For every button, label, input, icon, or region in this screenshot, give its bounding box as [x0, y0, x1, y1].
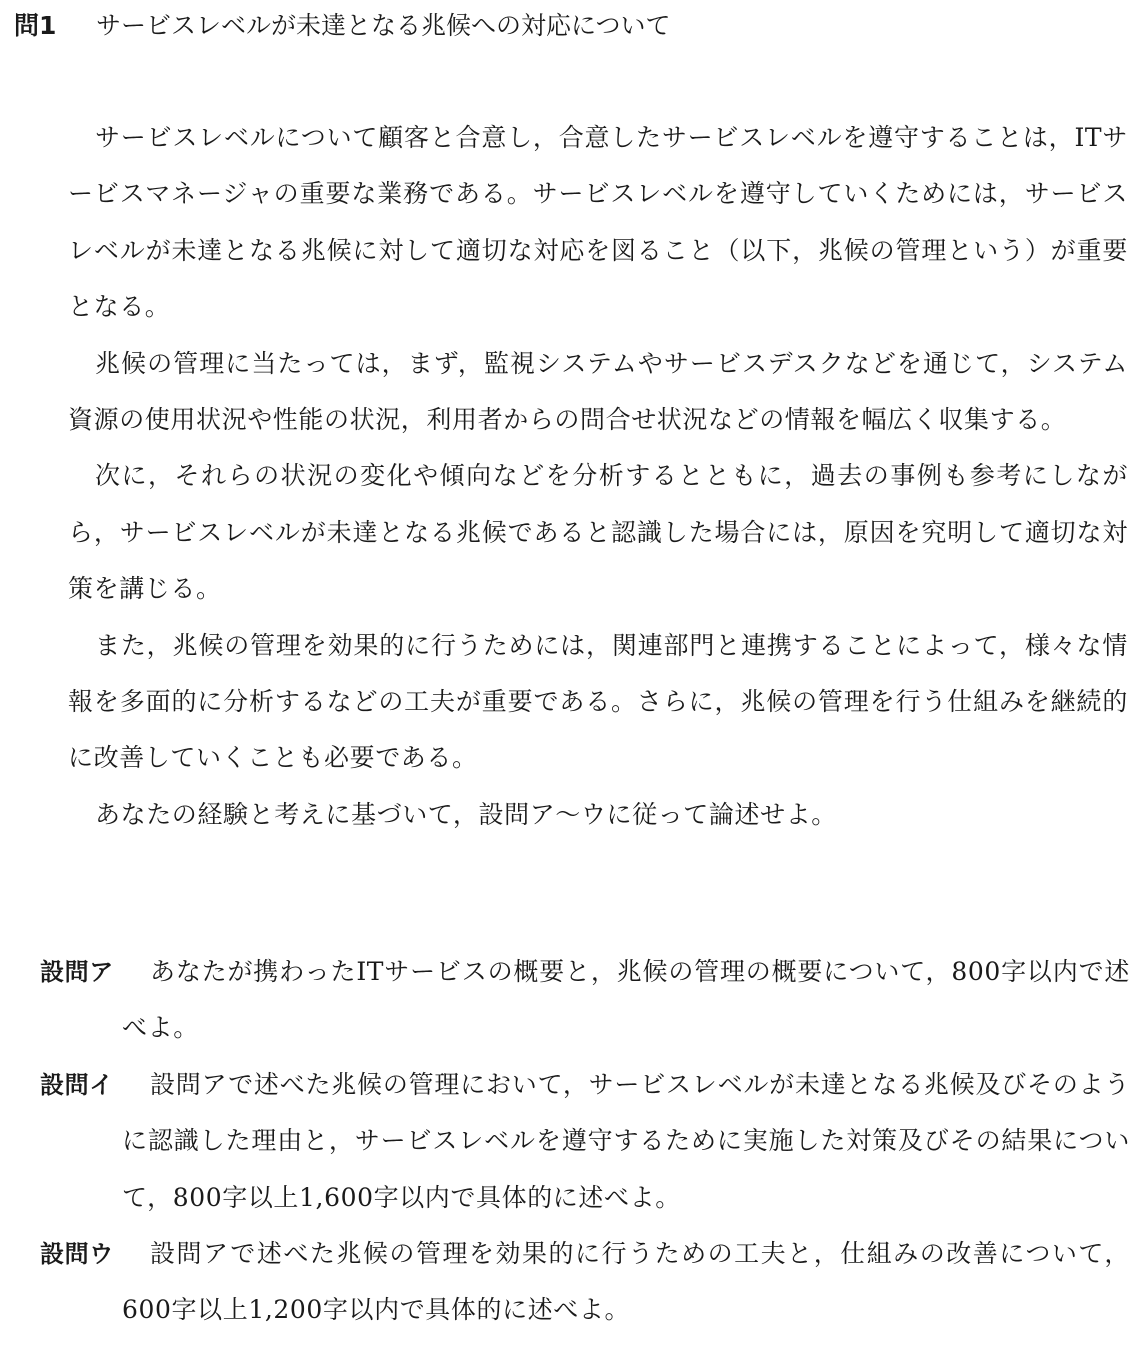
subquestion-label: 設問ウ — [40, 1240, 114, 1269]
body-paragraph-1: サービスレベルについて顧客と合意し，合意したサービスレベルを遵守することは，ITサービスマネージャの重要な業務である。サービスレベルを遵守していくためには，サービスレベルが未達となる兆候に対して適切な対応を図ること（以下，兆候の管理という）が重要となる。 — [68, 123, 1128, 322]
question-title: サービスレベルが未達となる兆候への対応について — [96, 11, 671, 40]
body-paragraph-3: 次に，それらの状況の変化や傾向などを分析するとともに，過去の事例も参考にしながら，サービスレベルが未達となる兆候であると認識した場合には，原因を究明して適切な対策を講じる。 — [68, 461, 1128, 604]
subquestion-u — [40, 1226, 1130, 1339]
question-body — [68, 110, 1128, 843]
question-number: 問1 — [14, 11, 57, 40]
subquestion-label: 設問イ — [40, 1070, 114, 1099]
subquestion-text: 設問アで述べた兆候の管理において，サービスレベルが未達となる兆候及びそのように認識した理由と，サービスレベルを遵守するために実施した対策及びその結果について，800字以上1,600字以内で具体的に述べよ。 — [122, 1069, 1130, 1212]
subquestion-a — [40, 944, 1130, 1057]
body-paragraph-4: また，兆候の管理を効果的に行うためには，関連部門と連携することによって，様々な情報を多面的に分析するなどの工夫が重要である。さらに，兆候の管理を行う仕組みを継続的に改善していくことも必要である。 — [68, 630, 1128, 773]
body-paragraph-5: あなたの経験と考えに基づいて，設問ア～ウに従って論述せよ。 — [95, 799, 837, 829]
body-paragraph-2: 兆候の管理に当たっては，まず，監視システムやサービスデスクなどを通じて，システム資源の使用状況や性能の状況，利用者からの問合せ状況などの情報を幅広く収集する。 — [68, 348, 1128, 435]
subquestion-text: あなたが携わったITサービスの概要と，兆候の管理の概要について，800字以内で述べよ。 — [122, 957, 1130, 1043]
subquestion-label: 設問ア — [40, 958, 114, 986]
subquestion-i — [40, 1057, 1130, 1226]
subquestion-list — [40, 944, 1130, 1339]
subquestion-text: 設問アで述べた兆候の管理を効果的に行うための工夫と，仕組みの改善について，600字以上1,200字以内で具体的に述べよ。 — [122, 1239, 1130, 1325]
question-header — [14, 8, 671, 44]
